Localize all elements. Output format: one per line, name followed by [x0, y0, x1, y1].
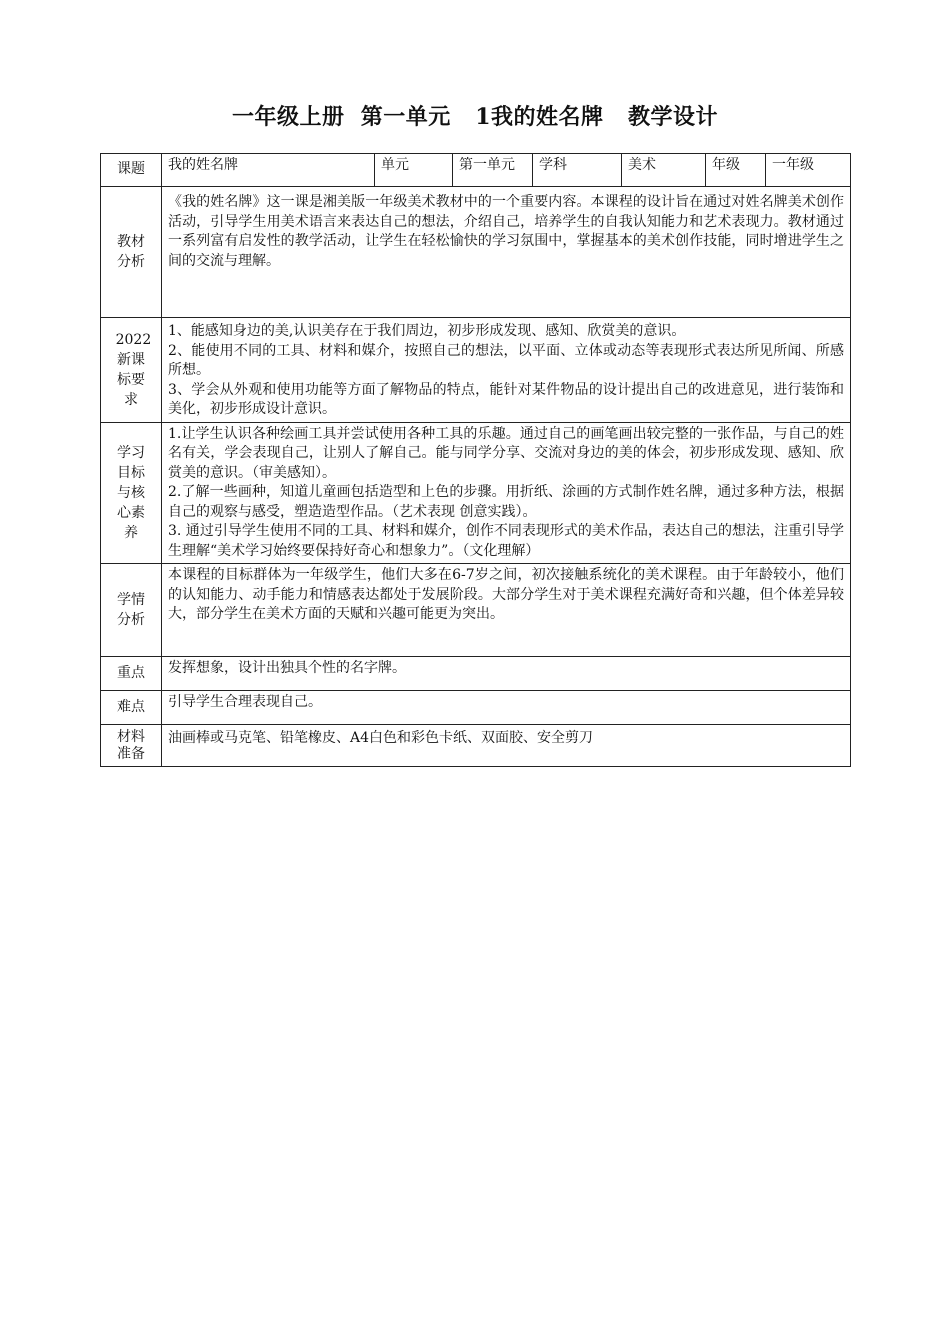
standard-item: 2、能使用不同的工具、材料和媒介，按照自己的想法，以平面、立体或动态等表现形式表达所见所闻、所感所想。: [168, 342, 844, 378]
subject-label: 学科: [533, 154, 622, 187]
standard-item: 1、能感知身边的美,认识美存在于我们周边，初步形成发现、感知、欣赏美的意识。: [168, 323, 686, 339]
document-title: 一年级上册 第一单元 1我的姓名牌 教学设计: [231, 104, 719, 130]
topic-value: 我的姓名牌: [162, 154, 375, 187]
goal-item: 2.了解一些画种，知道儿童画包括造型和上色的步骤。用折纸、涂画的方式制作姓名牌，通过多种方法，根据自己的观察与感受，塑造造型作品。（艺术表现 创意实践）。: [168, 484, 844, 520]
material-analysis-label: 教材分析: [101, 187, 162, 318]
learning-goals-row: [101, 422, 851, 564]
grade-value: 一年级: [766, 154, 851, 187]
grade-label: 年级: [706, 154, 766, 187]
material-analysis-text: 《我的姓名牌》这一课是湘美版一年级美术教材中的一个重要内容。本课程的设计旨在通过对姓名牌美术创作活动，引导学生用美术语言来表达自己的想法，介绍自己，培养学生的自我认知能力和艺术表现力。教材通过一系列富有启发性的教学活动，让学生在轻松愉快的学习氛围中，掌握基本的美术创作技能，同时增进学生之间的交流与理解。: [168, 194, 844, 269]
curriculum-standard-content: [162, 318, 851, 423]
subject-value: 美术: [622, 154, 706, 187]
learning-goals-label: 学习目标与核心素养: [101, 422, 162, 564]
student-analysis-content: [162, 564, 851, 657]
material-analysis-row: [101, 187, 851, 318]
difficulty-row: [101, 691, 851, 725]
goal-item: 3. 通过引导学生使用不同的工具、材料和媒介，创作不同表现形式的美术作品，表达自己的想法，注重引导学生理解“美术学习始终要保持好奇心和想象力”。（文化理解）: [168, 523, 844, 559]
key-point-text: 发挥想象，设计出独具个性的名字牌。: [162, 657, 851, 691]
goal-item: 1.让学生认识各种绘画工具并尝试使用各种工具的乐趣。通过自己的画笔画出较完整的一张作品，与自己的姓名有关，学会表现自己，让别人了解自己。能与同学分享、交流对身边的美的体会，初步形成发现、感知、欣赏美的意识。（审美感知）。: [168, 425, 844, 481]
material-analysis-content: [162, 187, 851, 318]
unit-label: 单元: [375, 154, 453, 187]
header-row: [101, 154, 851, 187]
materials-row: [101, 725, 851, 767]
difficulty-label: 难点: [101, 691, 162, 725]
student-analysis-row: [101, 564, 851, 657]
student-analysis-text: 本课程的目标群体为一年级学生，他们大多在6-7岁之间，初次接触系统化的美术课程。由于年龄较小，他们的认知能力、动手能力和情感表达都处于发展阶段。大部分学生对于美术课程充满好奇和兴趣，但个体差异较大，部分学生在美术方面的天赋和兴趣可能更为突出。: [168, 567, 844, 622]
materials-label: 材料准备: [101, 725, 162, 767]
materials-text: 油画棒或马克笔、铅笔橡皮、A4白色和彩色卡纸、双面胶、安全剪刀: [162, 725, 851, 767]
learning-goals-content: [162, 422, 851, 564]
key-point-label: 重点: [101, 657, 162, 691]
unit-value: 第一单元: [453, 154, 533, 187]
lesson-plan-table: [100, 153, 851, 767]
curriculum-standard-label: 2022新课标要求: [101, 318, 162, 423]
standard-item: 3、学会从外观和使用功能等方面了解物品的特点，能针对某件物品的设计提出自己的改进意见，进行装饰和美化，初步形成设计意识。: [168, 381, 844, 417]
difficulty-text: 引导学生合理表现自己。: [162, 691, 851, 725]
topic-label: 课题: [101, 154, 162, 187]
key-point-row: [101, 657, 851, 691]
curriculum-standard-row: [101, 318, 851, 423]
student-analysis-label: 学情分析: [101, 564, 162, 657]
